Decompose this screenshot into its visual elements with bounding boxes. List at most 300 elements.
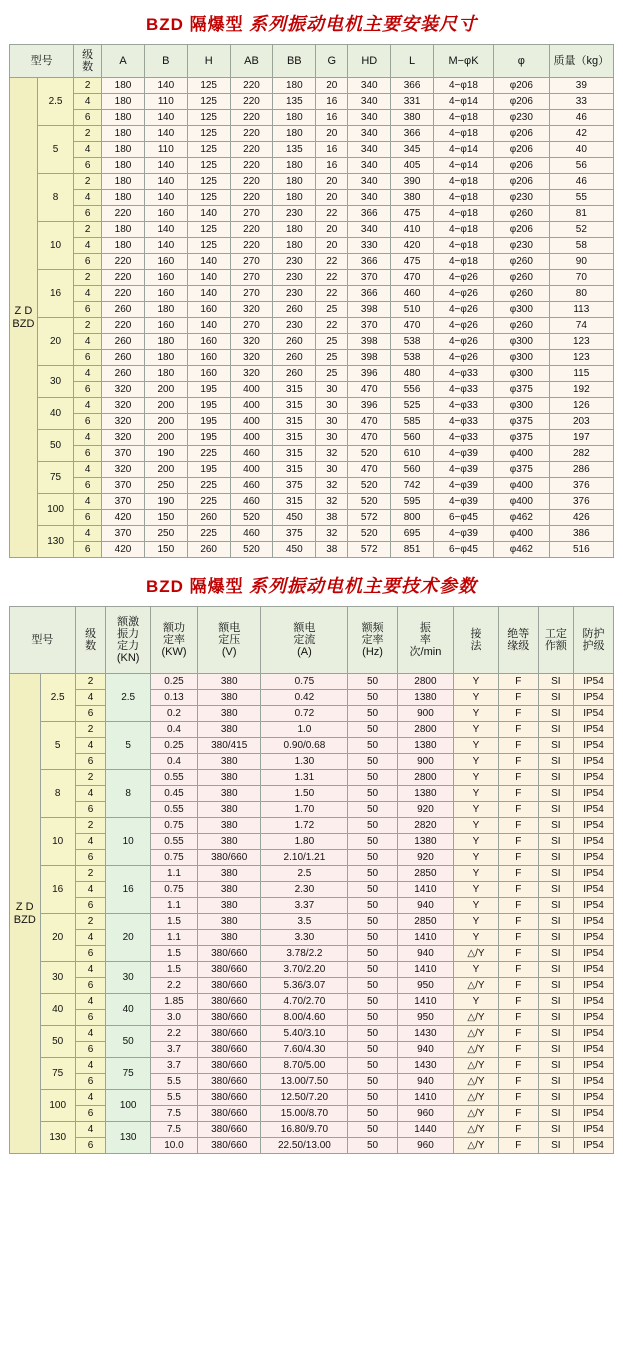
cell: 50 (348, 834, 397, 850)
cell: 50 (348, 1090, 397, 1106)
cell: IP54 (573, 1042, 613, 1058)
cell: 4 (75, 1026, 106, 1042)
cell: 180 (144, 302, 187, 318)
cell: 6 (74, 302, 102, 318)
cell: Y (454, 706, 499, 722)
cell: IP54 (573, 754, 613, 770)
cell: SI (538, 818, 573, 834)
cell: F (498, 786, 538, 802)
cell: IP54 (573, 850, 613, 866)
cell: 123 (549, 350, 613, 366)
cell: 380 (197, 722, 260, 738)
cell: Y (454, 962, 499, 978)
cell: 4 (74, 398, 102, 414)
model-cell: 75 (37, 462, 73, 494)
table-row (10, 318, 614, 334)
cell: 366 (348, 286, 391, 302)
cell: 25 (316, 334, 348, 350)
cell: F (498, 898, 538, 914)
cell: 55 (549, 190, 613, 206)
cell: 4−φ39 (434, 494, 494, 510)
cell: 180 (102, 110, 145, 126)
cell: SI (538, 994, 573, 1010)
cell: 4 (75, 994, 106, 1010)
table2-col-header: 型号 (10, 607, 76, 674)
cell: 4−φ18 (434, 206, 494, 222)
cell: 4 (75, 962, 106, 978)
cell: 38 (316, 542, 348, 558)
force-cell: 130 (106, 1122, 151, 1154)
cell: 331 (391, 94, 434, 110)
technical-parameters-table (9, 606, 614, 1154)
table-row (10, 930, 614, 946)
cell: SI (538, 786, 573, 802)
cell: 1.85 (150, 994, 197, 1010)
cell: 160 (144, 286, 187, 302)
cell: 400 (230, 382, 273, 398)
cell: 260 (273, 366, 316, 382)
cell: 260 (102, 350, 145, 366)
model-cell: 16 (40, 866, 75, 914)
cell: 380 (197, 690, 260, 706)
cell: 2.5 (261, 866, 348, 882)
cell: 2 (75, 914, 106, 930)
cell: 380/660 (197, 850, 260, 866)
cell: 396 (348, 398, 391, 414)
cell: 315 (273, 494, 316, 510)
model-cell: 8 (40, 770, 75, 818)
table-row (10, 238, 614, 254)
cell: 282 (549, 446, 613, 462)
cell: 0.55 (150, 770, 197, 786)
cell: 50 (348, 946, 397, 962)
cell: 320 (102, 430, 145, 446)
cell: 50 (348, 898, 397, 914)
cell: 125 (187, 190, 230, 206)
force-cell: 10 (106, 818, 151, 866)
cell: 320 (230, 334, 273, 350)
cell: 22 (316, 286, 348, 302)
section1-title (0, 0, 623, 44)
cell: 585 (391, 414, 434, 430)
cell: 3.7 (150, 1042, 197, 1058)
table-row (10, 286, 614, 302)
cell: 50 (348, 930, 397, 946)
cell: 366 (391, 78, 434, 94)
cell: SI (538, 1074, 573, 1090)
cell: 1430 (397, 1026, 453, 1042)
cell: 0.75 (150, 882, 197, 898)
cell: 3.37 (261, 898, 348, 914)
cell: 1.31 (261, 770, 348, 786)
cell: 4 (74, 94, 102, 110)
cell: 160 (187, 302, 230, 318)
cell: 160 (187, 334, 230, 350)
table-row (10, 94, 614, 110)
cell: 6 (74, 446, 102, 462)
cell: φ462 (493, 542, 549, 558)
cell: 4 (75, 930, 106, 946)
cell: 4 (74, 430, 102, 446)
cell: 2 (75, 866, 106, 882)
cell: 3.70/2.20 (261, 962, 348, 978)
cell: IP54 (573, 946, 613, 962)
cell: 190 (144, 494, 187, 510)
cell: 426 (549, 510, 613, 526)
cell: 270 (230, 254, 273, 270)
cell: 32 (316, 478, 348, 494)
cell: 4 (74, 190, 102, 206)
cell: 81 (549, 206, 613, 222)
cell: 4−φ33 (434, 382, 494, 398)
cell: 0.25 (150, 674, 197, 690)
cell: △/Y (454, 946, 499, 962)
cell: 140 (187, 254, 230, 270)
cell: IP54 (573, 866, 613, 882)
cell: 50 (348, 818, 397, 834)
cell: 0.4 (150, 722, 197, 738)
series-label-cell: Z D BZD (10, 674, 41, 1154)
cell: 4−φ39 (434, 462, 494, 478)
cell: 1.72 (261, 818, 348, 834)
cell: φ375 (493, 382, 549, 398)
cell: 180 (144, 334, 187, 350)
cell: 380/660 (197, 1058, 260, 1074)
cell: 38 (316, 510, 348, 526)
cell: 0.13 (150, 690, 197, 706)
cell: IP54 (573, 978, 613, 994)
cell: 315 (273, 462, 316, 478)
cell: 56 (549, 158, 613, 174)
cell: 20 (316, 174, 348, 190)
cell: 50 (348, 866, 397, 882)
table2-col-header: 绝等 缘级 (498, 607, 538, 674)
cell: 380 (197, 914, 260, 930)
cell: 520 (348, 526, 391, 542)
table-row (10, 1138, 614, 1154)
cell: 920 (397, 802, 453, 818)
cell: 200 (144, 462, 187, 478)
cell: 2800 (397, 674, 453, 690)
table2-col-header: 额激 振力 定力 (KN) (106, 607, 151, 674)
cell: 2 (75, 674, 106, 690)
cell: F (498, 690, 538, 706)
cell: 25 (316, 366, 348, 382)
cell: 1.5 (150, 962, 197, 978)
cell: 2 (74, 318, 102, 334)
cell: 200 (144, 430, 187, 446)
cell: 4−φ18 (434, 110, 494, 126)
cell: 380 (197, 866, 260, 882)
section1-title-main: 系列振动电机主要安装尺寸 (249, 14, 478, 34)
cell: 940 (397, 1042, 453, 1058)
cell: 340 (348, 158, 391, 174)
cell: 370 (348, 270, 391, 286)
cell: 380 (197, 786, 260, 802)
cell: 22 (316, 206, 348, 222)
cell: △/Y (454, 1026, 499, 1042)
cell: φ375 (493, 430, 549, 446)
cell: 125 (187, 158, 230, 174)
force-cell: 2.5 (106, 674, 151, 722)
cell: 315 (273, 398, 316, 414)
cell: 80 (549, 286, 613, 302)
cell: 5.36/3.07 (261, 978, 348, 994)
cell: 2 (74, 270, 102, 286)
cell: IP54 (573, 738, 613, 754)
cell: 380/660 (197, 1042, 260, 1058)
cell: SI (538, 1138, 573, 1154)
cell: IP54 (573, 994, 613, 1010)
cell: SI (538, 1106, 573, 1122)
cell: φ300 (493, 350, 549, 366)
cell: 5.5 (150, 1090, 197, 1106)
cell: 420 (102, 542, 145, 558)
cell: 398 (348, 302, 391, 318)
table1-col-header: BB (273, 45, 316, 78)
cell: F (498, 722, 538, 738)
cell: Y (454, 690, 499, 706)
cell: 2.2 (150, 1026, 197, 1042)
cell: 475 (391, 206, 434, 222)
table-row (10, 430, 614, 446)
cell: F (498, 802, 538, 818)
cell: 16 (316, 158, 348, 174)
cell: Y (454, 994, 499, 1010)
cell: 2 (74, 78, 102, 94)
table-row (10, 754, 614, 770)
table-row (10, 398, 614, 414)
cell: 320 (102, 414, 145, 430)
cell: IP54 (573, 770, 613, 786)
cell: 460 (230, 494, 273, 510)
cell: SI (538, 674, 573, 690)
table1-col-header: L (391, 45, 434, 78)
table1-col-header: B (144, 45, 187, 78)
cell: 225 (187, 478, 230, 494)
cell: 520 (230, 510, 273, 526)
cell: △/Y (454, 1106, 499, 1122)
cell: 1380 (397, 738, 453, 754)
cell: 380 (197, 930, 260, 946)
cell: 125 (187, 142, 230, 158)
cell: 22.50/13.00 (261, 1138, 348, 1154)
cell: 380/660 (197, 994, 260, 1010)
cell: SI (538, 722, 573, 738)
cell: 180 (273, 126, 316, 142)
cell: F (498, 1090, 538, 1106)
cell: 33 (549, 94, 613, 110)
cell: 370 (102, 494, 145, 510)
cell: 260 (102, 302, 145, 318)
cell: 380 (197, 770, 260, 786)
cell: 2.10/1.21 (261, 850, 348, 866)
cell: 4 (74, 526, 102, 542)
cell: 50 (348, 850, 397, 866)
cell: 140 (144, 190, 187, 206)
cell: 4 (75, 738, 106, 754)
cell: 315 (273, 446, 316, 462)
cell: F (498, 882, 538, 898)
table-row (10, 510, 614, 526)
cell: 260 (273, 350, 316, 366)
cell: 1380 (397, 690, 453, 706)
cell: 20 (316, 222, 348, 238)
cell: 340 (348, 174, 391, 190)
table-row (10, 850, 614, 866)
model-cell: 10 (37, 222, 73, 270)
cell: 470 (348, 462, 391, 478)
model-cell: 130 (37, 526, 73, 558)
cell: 12.50/7.20 (261, 1090, 348, 1106)
cell: 470 (348, 430, 391, 446)
cell: 2 (75, 770, 106, 786)
cell: 4−φ39 (434, 526, 494, 542)
cell: 940 (397, 1074, 453, 1090)
table-row (10, 302, 614, 318)
cell: 4 (75, 1058, 106, 1074)
cell: 3.7 (150, 1058, 197, 1074)
cell: Y (454, 930, 499, 946)
cell: 50 (348, 978, 397, 994)
section2-title (0, 558, 623, 606)
cell: 16 (316, 142, 348, 158)
cell: 320 (102, 398, 145, 414)
cell: 1.1 (150, 930, 197, 946)
cell: φ206 (493, 222, 549, 238)
cell: IP54 (573, 818, 613, 834)
cell: F (498, 1026, 538, 1042)
cell: 46 (549, 110, 613, 126)
cell: 370 (102, 526, 145, 542)
cell: IP54 (573, 1138, 613, 1154)
cell: 376 (549, 478, 613, 494)
cell: 192 (549, 382, 613, 398)
table1-col-header: 型号 (10, 45, 74, 78)
cell: 380 (197, 818, 260, 834)
cell: 400 (230, 462, 273, 478)
cell: φ206 (493, 94, 549, 110)
cell: 320 (230, 366, 273, 382)
cell: 3.78/2.2 (261, 946, 348, 962)
cell: 1440 (397, 1122, 453, 1138)
cell: Y (454, 850, 499, 866)
cell: 7.5 (150, 1106, 197, 1122)
cell: 6 (74, 110, 102, 126)
cell: 510 (391, 302, 434, 318)
cell: 250 (144, 526, 187, 542)
cell: 0.75 (150, 818, 197, 834)
cell: 50 (348, 1106, 397, 1122)
table1-col-header: H (187, 45, 230, 78)
force-cell: 8 (106, 770, 151, 818)
cell: 4−φ18 (434, 222, 494, 238)
cell: 470 (391, 318, 434, 334)
cell: 330 (348, 238, 391, 254)
cell: 140 (187, 270, 230, 286)
cell: 6 (75, 850, 106, 866)
series-label-cell: Z D BZD (10, 78, 38, 558)
cell: 195 (187, 462, 230, 478)
cell: φ260 (493, 318, 549, 334)
table-row (10, 786, 614, 802)
cell: 20 (316, 78, 348, 94)
cell: SI (538, 754, 573, 770)
cell: 398 (348, 334, 391, 350)
cell: 7.60/4.30 (261, 1042, 348, 1058)
cell: 6 (74, 158, 102, 174)
table-row (10, 126, 614, 142)
cell: △/Y (454, 1042, 499, 1058)
table1-col-header: HD (348, 45, 391, 78)
table2-col-header: 额电 定流 (A) (261, 607, 348, 674)
cell: 15.00/8.70 (261, 1106, 348, 1122)
cell: 800 (391, 510, 434, 526)
cell: 50 (348, 1042, 397, 1058)
cell: F (498, 1010, 538, 1026)
cell: 190 (144, 446, 187, 462)
cell: φ400 (493, 446, 549, 462)
cell: 1380 (397, 786, 453, 802)
cell: φ300 (493, 398, 549, 414)
cell: 150 (144, 542, 187, 558)
cell: IP54 (573, 706, 613, 722)
cell: 200 (144, 398, 187, 414)
cell: 220 (102, 254, 145, 270)
cell: 3.5 (261, 914, 348, 930)
cell: 140 (144, 158, 187, 174)
cell: SI (538, 1042, 573, 1058)
table-row (10, 254, 614, 270)
cell: 4−φ33 (434, 414, 494, 430)
cell: 0.2 (150, 706, 197, 722)
cell: 50 (348, 754, 397, 770)
table1-col-header: G (316, 45, 348, 78)
cell: 8.70/5.00 (261, 1058, 348, 1074)
cell: 475 (391, 254, 434, 270)
cell: 2820 (397, 818, 453, 834)
cell: Y (454, 914, 499, 930)
cell: 0.45 (150, 786, 197, 802)
cell: 270 (230, 270, 273, 286)
cell: 50 (348, 690, 397, 706)
cell: 4 (74, 462, 102, 478)
cell: 1380 (397, 834, 453, 850)
cell: F (498, 1074, 538, 1090)
cell: 74 (549, 318, 613, 334)
cell: 0.90/0.68 (261, 738, 348, 754)
cell: 6 (75, 706, 106, 722)
cell: 398 (348, 350, 391, 366)
cell: 125 (187, 222, 230, 238)
cell: 742 (391, 478, 434, 494)
cell: 380 (197, 706, 260, 722)
force-cell: 100 (106, 1090, 151, 1122)
cell: 390 (391, 174, 434, 190)
cell: 4−φ26 (434, 318, 494, 334)
cell: 960 (397, 1106, 453, 1122)
cell: 960 (397, 1138, 453, 1154)
table2-col-header: 额功 定率 (KW) (150, 607, 197, 674)
cell: 160 (144, 270, 187, 286)
model-cell: 50 (40, 1026, 75, 1058)
cell: 380/660 (197, 962, 260, 978)
cell: △/Y (454, 1058, 499, 1074)
cell: 4 (75, 882, 106, 898)
cell: Y (454, 770, 499, 786)
cell: IP54 (573, 834, 613, 850)
cell: 380 (197, 898, 260, 914)
